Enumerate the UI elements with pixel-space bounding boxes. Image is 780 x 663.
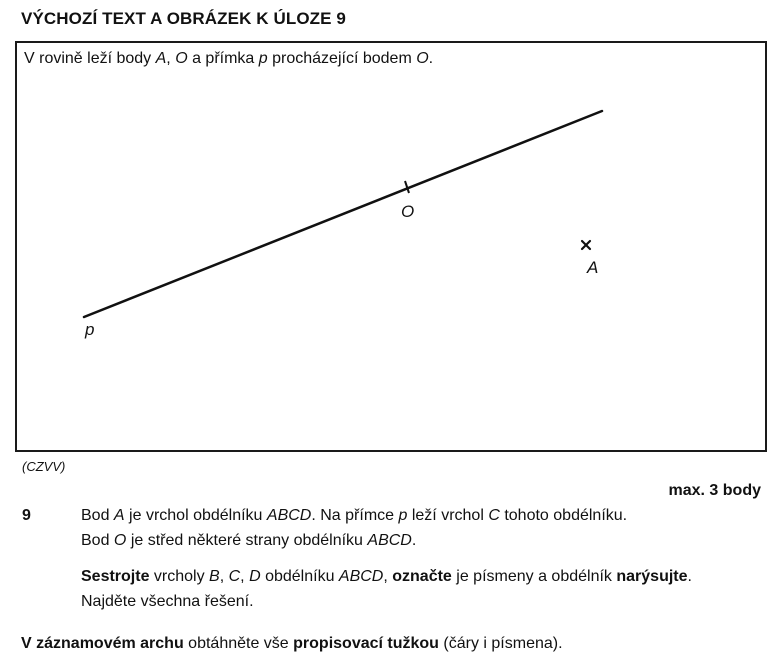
point-a-marker (582, 241, 590, 249)
line-p (84, 111, 602, 317)
geometry-figure (17, 43, 765, 450)
task-text: vrcholy (149, 568, 210, 585)
intro-point-o: O (416, 50, 429, 67)
footer-instruction (21, 635, 563, 653)
label-a: A (587, 258, 599, 277)
task-number: 9 (22, 507, 31, 524)
intro-line-p: p (258, 50, 268, 67)
footer-bold-pen: propisovací tužkou (293, 635, 439, 652)
task-text: . (687, 568, 692, 585)
task-point-a: A (113, 507, 125, 524)
task-point-c: C (228, 568, 241, 585)
task-line-3 (81, 568, 692, 586)
footer-text: (čáry i písmena). (438, 635, 563, 652)
label-p: p (85, 320, 95, 339)
section-heading: VÝCHOZÍ TEXT A OBRÁZEK K ÚLOZE 9 (21, 9, 346, 28)
intro-point-o: O (175, 50, 188, 67)
task-verb-construct: Sestrojte (81, 568, 150, 585)
max-points: max. 3 body (668, 482, 761, 499)
task-text: je střed některé strany obdélníku (126, 532, 368, 549)
task-text: . Na přímce (311, 507, 399, 524)
task-point-c: C (488, 507, 500, 524)
figure-frame (15, 41, 767, 452)
task-text: leží vrchol (407, 507, 489, 524)
intro-period: . (428, 50, 434, 67)
task-text: . (411, 532, 417, 549)
task-text: obdélníku (260, 568, 339, 585)
task-rect-abcd: ABCD (338, 568, 384, 585)
task-text: Bod (81, 507, 114, 524)
task-text: , (219, 568, 229, 585)
footer-bold-archive: V záznamovém archu (21, 635, 184, 652)
label-o: O (401, 202, 415, 221)
intro-text: V rovině leží body (24, 50, 156, 67)
task-line-1 (81, 507, 627, 525)
footer-text: obtáhněte vše (183, 635, 294, 652)
source-credit: (CZVV) (22, 459, 66, 474)
task-text: tohoto obdélníku. (499, 507, 628, 524)
task-point-d: D (249, 568, 261, 585)
task-verb-label: označte (392, 568, 452, 585)
intro-comma: , (166, 50, 176, 67)
task-text: , (240, 568, 250, 585)
intro-text: a přímka (187, 50, 259, 67)
task-text: , (383, 568, 393, 585)
task-line-2 (81, 532, 416, 550)
task-line-4: Najděte všechna řešení. (81, 593, 254, 610)
task-rect-abcd: ABCD (367, 532, 412, 549)
task-text: je vrchol obdélníku (124, 507, 267, 524)
intro-text: procházející bodem (267, 50, 417, 67)
task-line-p: p (398, 507, 408, 524)
task-point-b: B (209, 568, 220, 585)
task-rect-abcd: ABCD (266, 507, 312, 524)
task-text: je písmeny a obdélník (451, 568, 617, 585)
task-point-o: O (113, 532, 127, 549)
intro-point-a: A (155, 50, 167, 67)
task-text: Bod (81, 532, 114, 549)
task-verb-draw: narýsujte (616, 568, 688, 585)
